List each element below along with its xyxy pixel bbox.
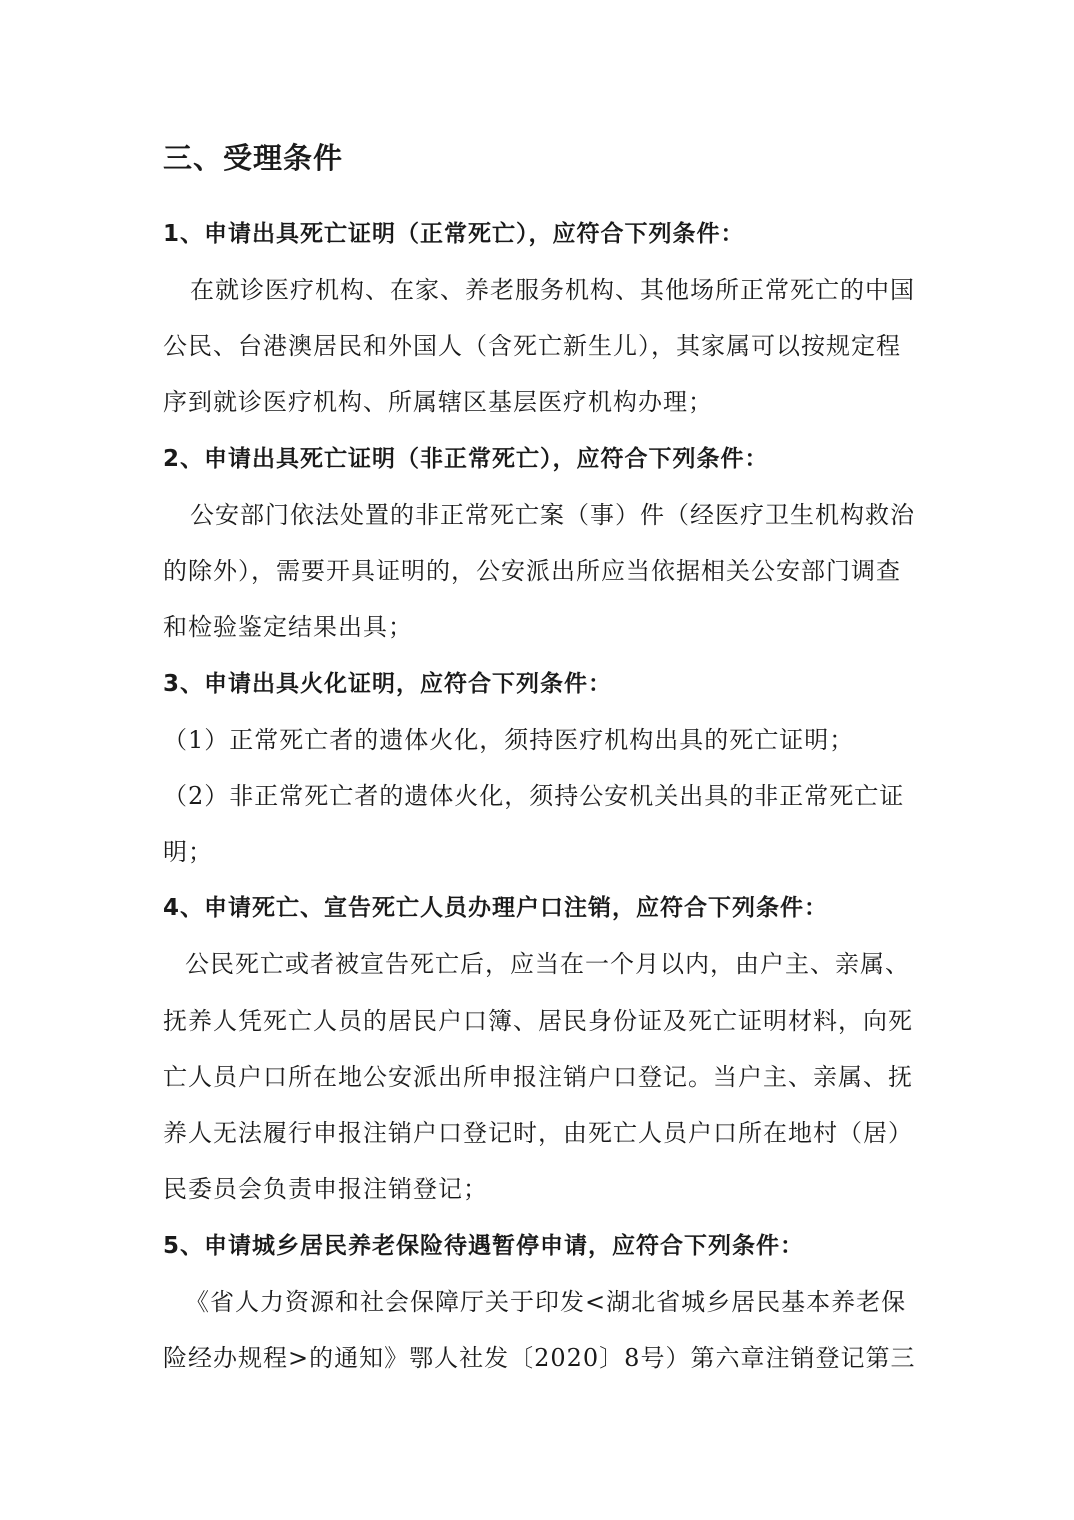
item-4-line-2: 抚养人凭死亡人员的居民户口簿、居民身份证及死亡证明材料，向死 bbox=[163, 1007, 913, 1035]
item-3-line-2: （2）非正常死亡者的遗体火化，须持公安机关出具的非正常死亡证 bbox=[163, 782, 905, 810]
item-4-heading: 4、申请死亡、宣告死亡人员办理户口注销，应符合下列条件： bbox=[163, 895, 829, 921]
item-2-line-2: 的除外），需要开具证明的，公安派出所应当依据相关公安部门调查 bbox=[163, 557, 901, 585]
item-4-line-5: 民委员会负责申报注销登记； bbox=[163, 1175, 488, 1203]
item-5-line-1: 《省人力资源和社会保障厅关于印发<湖北省城乡居民基本养老保 bbox=[185, 1288, 907, 1316]
item-1-line-1: 在就诊医疗机构、在家、养老服务机构、其他场所正常死亡的中国 bbox=[190, 276, 915, 304]
item-5-line-2: 险经办规程>的通知》鄂人社发〔2020〕8号）第六章注销登记第三 bbox=[163, 1344, 916, 1372]
item-4-line-3: 亡人员户口所在地公安派出所申报注销户口登记。当户主、亲属、抚 bbox=[163, 1063, 913, 1091]
item-3-line-3: 明； bbox=[163, 838, 213, 866]
section-title: 三、受理条件 bbox=[163, 141, 344, 175]
item-2-line-3: 和检验鉴定结果出具； bbox=[163, 613, 413, 641]
item-1-line-3: 序到就诊医疗机构、所属辖区基层医疗机构办理； bbox=[163, 388, 713, 416]
item-4-line-4: 养人无法履行申报注销户口登记时，由死亡人员户口所在地村（居） bbox=[163, 1119, 913, 1147]
item-1-heading: 1、申请出具死亡证明（正常死亡），应符合下列条件： bbox=[163, 221, 745, 247]
item-2-heading: 2、申请出具死亡证明（非正常死亡），应符合下列条件： bbox=[163, 446, 769, 472]
item-4-line-1: 公民死亡或者被宣告死亡后，应当在一个月以内，由户主、亲属、 bbox=[185, 950, 910, 978]
item-1-line-2: 公民、台港澳居民和外国人（含死亡新生儿），其家属可以按规定程 bbox=[163, 332, 901, 360]
item-3-line-1: （1）正常死亡者的遗体火化，须持医疗机构出具的死亡证明； bbox=[163, 726, 855, 754]
item-3-heading: 3、申请出具火化证明，应符合下列条件： bbox=[163, 671, 613, 697]
item-5-heading: 5、申请城乡居民养老保险待遇暂停申请，应符合下列条件： bbox=[163, 1233, 805, 1259]
item-2-line-1: 公安部门依法处置的非正常死亡案（事）件（经医疗卫生机构救治 bbox=[190, 501, 915, 529]
